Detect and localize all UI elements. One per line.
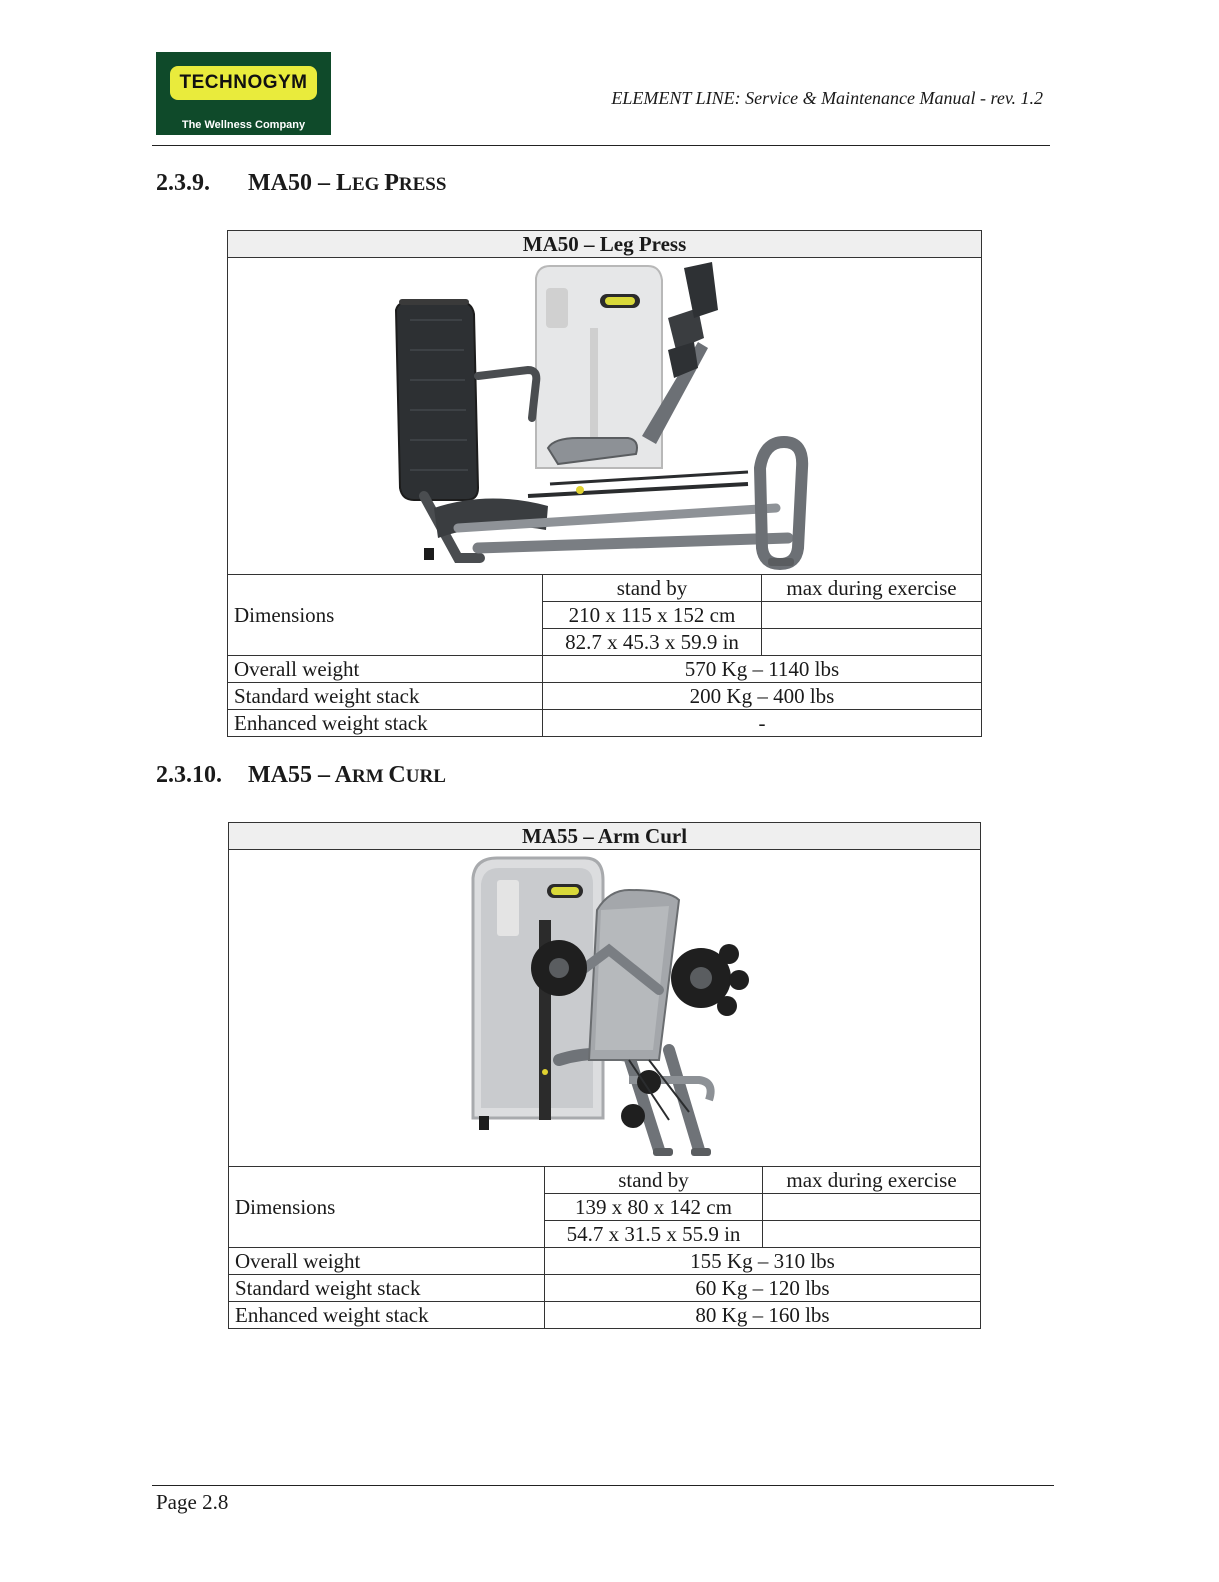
dim-in: 54.7 x 31.5 x 55.9 in bbox=[545, 1221, 763, 1248]
col-standby: stand by bbox=[543, 575, 762, 602]
standard-stack-label: Standard weight stack bbox=[228, 683, 543, 710]
col-standby: stand by bbox=[545, 1167, 763, 1194]
dim-in-max bbox=[763, 1221, 981, 1248]
table-title: MA55 – Arm Curl bbox=[229, 823, 981, 850]
heading-cap: C bbox=[388, 762, 406, 788]
enhanced-stack-label: Enhanced weight stack bbox=[229, 1302, 545, 1329]
page-number: Page 2.8 bbox=[156, 1490, 229, 1514]
arm-curl-machine-image bbox=[229, 850, 979, 1166]
heading-small: EG bbox=[352, 174, 385, 195]
overall-weight-value: 570 Kg – 1140 lbs bbox=[543, 656, 982, 683]
overall-weight-label: Overall weight bbox=[228, 656, 543, 683]
product-image-cell bbox=[229, 850, 981, 1167]
heading-small: URL bbox=[405, 766, 446, 787]
section-heading-ma55 bbox=[156, 762, 446, 789]
overall-weight-label: Overall weight bbox=[229, 1248, 545, 1275]
dim-cm: 139 x 80 x 142 cm bbox=[545, 1194, 763, 1221]
dim-in: 82.7 x 45.3 x 59.9 in bbox=[543, 629, 762, 656]
heading-cap: L bbox=[335, 170, 352, 196]
dimensions-label: Dimensions bbox=[229, 1167, 545, 1248]
document-title: ELEMENT LINE: Service & Maintenance Manual - rev. 1.2 bbox=[611, 88, 1043, 108]
product-image-cell bbox=[228, 258, 982, 575]
header-divider bbox=[152, 145, 1050, 146]
dim-cm: 210 x 115 x 152 cm bbox=[543, 602, 762, 629]
heading-small: RESS bbox=[398, 174, 447, 195]
technogym-logo bbox=[156, 52, 331, 135]
table-title: MA50 – Leg Press bbox=[228, 231, 982, 258]
leg-press-machine-image bbox=[228, 258, 980, 574]
spec-table-ma55 bbox=[228, 822, 981, 1329]
enhanced-stack-value: - bbox=[543, 710, 982, 737]
standard-stack-label: Standard weight stack bbox=[229, 1275, 545, 1302]
logo-text: TECHNOGYM bbox=[179, 72, 308, 93]
section-number: 2.3.10. bbox=[156, 762, 222, 788]
overall-weight-value: 155 Kg – 310 lbs bbox=[545, 1248, 981, 1275]
col-max: max during exercise bbox=[763, 1167, 981, 1194]
heading-prefix: MA50 – bbox=[248, 170, 336, 196]
dimensions-label: Dimensions bbox=[228, 575, 543, 656]
footer-divider bbox=[152, 1485, 1054, 1486]
heading-small: RM bbox=[352, 766, 389, 787]
dim-cm-max bbox=[762, 602, 982, 629]
heading-cap: A bbox=[334, 762, 353, 788]
standard-stack-value: 60 Kg – 120 lbs bbox=[545, 1275, 981, 1302]
logo-badge bbox=[170, 66, 317, 100]
enhanced-stack-label: Enhanced weight stack bbox=[228, 710, 543, 737]
col-max: max during exercise bbox=[762, 575, 982, 602]
section-heading-ma50 bbox=[156, 170, 446, 197]
logo-tagline: The Wellness Company bbox=[181, 119, 306, 131]
enhanced-stack-value: 80 Kg – 160 lbs bbox=[545, 1302, 981, 1329]
heading-prefix: MA55 – bbox=[248, 762, 335, 788]
heading-cap: P bbox=[384, 170, 399, 196]
section-number: 2.3.9. bbox=[156, 170, 210, 196]
spec-table-ma50 bbox=[227, 230, 982, 737]
dim-cm-max bbox=[763, 1194, 981, 1221]
standard-stack-value: 200 Kg – 400 lbs bbox=[543, 683, 982, 710]
dim-in-max bbox=[762, 629, 982, 656]
